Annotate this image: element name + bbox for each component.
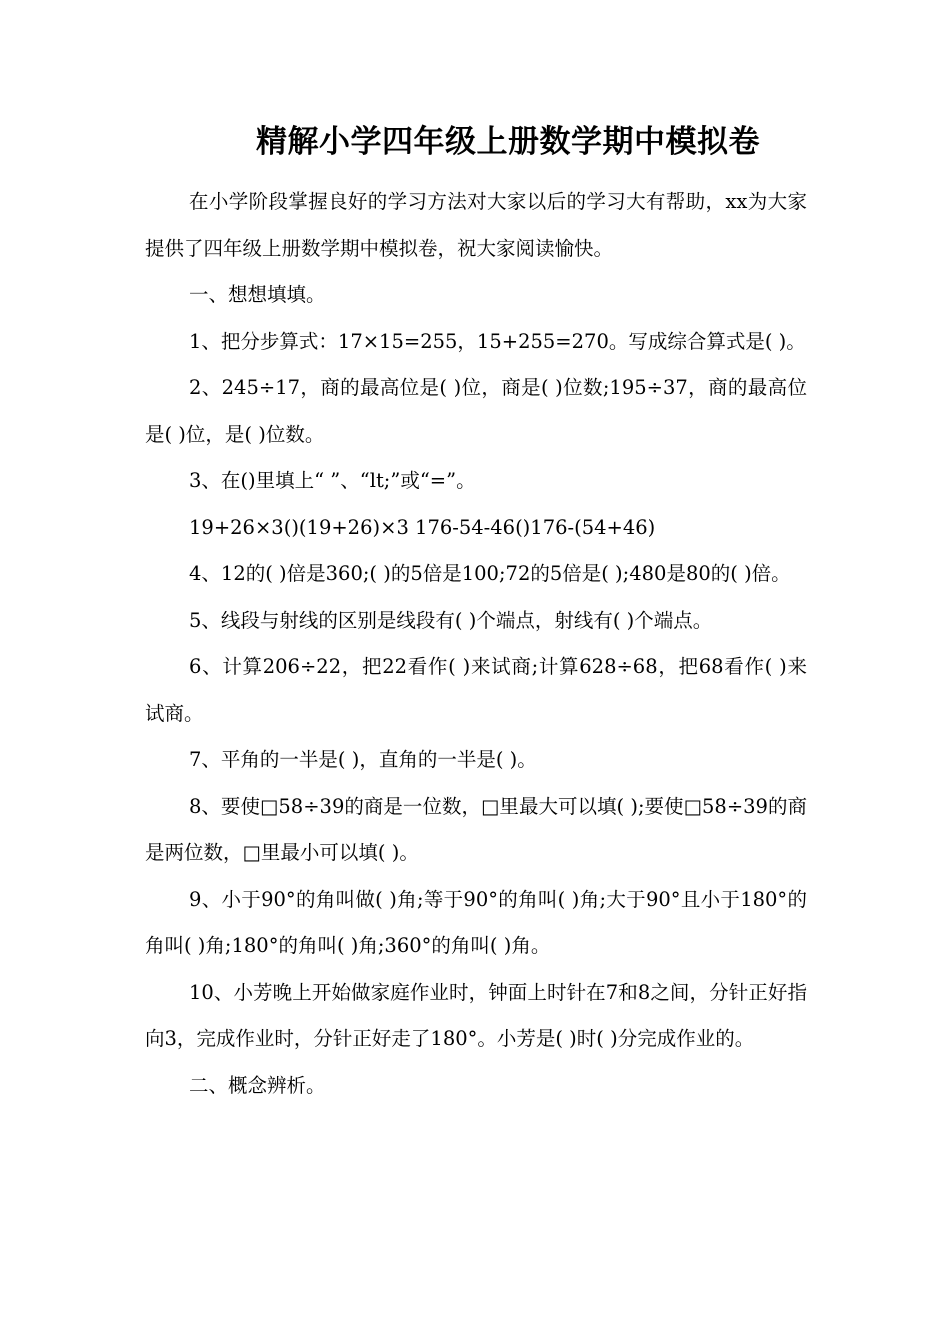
document-body [145, 179, 807, 1109]
intro-paragraph: 在小学阶段掌握良好的学习方法对大家以后的学习大有帮助，xx为大家提供了四年级上册数学期中模拟卷，祝大家阅读愉快。 [145, 190, 807, 260]
question-4: 4、12的( )倍是360;( )的5倍是100;72的5倍是( );480是80的( )倍。 [189, 562, 791, 585]
question-6: 6、计算206÷22，把22看作( )来试商;计算628÷68，把68看作( )来试商。 [145, 655, 807, 725]
page-title: 精解小学四年级上册数学期中模拟卷 [256, 124, 760, 160]
question-9: 9、小于90°的角叫做( )角;等于90°的角叫( )角;大于90°且小于180°的角叫( )角;180°的角叫( )角;360°的角叫( )角。 [145, 887, 807, 957]
question-10: 10、小芳晚上开始做家庭作业时，钟面上时针在7和8之间，分针正好指向3，完成作业时，分针正好走了180°。小芳是( )时( )分完成作业的。 [145, 980, 807, 1050]
question-7: 7、平角的一半是( )，直角的一半是( )。 [189, 748, 537, 771]
question-2: 2、245÷17，商的最高位是( )位，商是( )位数;195÷37，商的最高位是( )位，是( )位数。 [145, 376, 807, 446]
section-heading: 一、想想填填。 [189, 283, 326, 306]
section-heading: 二、概念辨析。 [189, 1073, 326, 1097]
question-1: 1、把分步算式：17×15=255，15+255=270。写成综合算式是( )。 [189, 329, 806, 353]
question-5: 5、线段与射线的区别是线段有( )个端点，射线有( )个端点。 [189, 608, 713, 632]
question-3: 3、在()里填上“ ”、“lt;”或“=”。 [189, 469, 476, 492]
question-3-expressions: 19+26×3()(19+26)×3 176-54-46()176-(54+46) [189, 515, 656, 539]
question-8: 8、要使□58÷39的商是一位数，□里最大可以填( );要使□58÷39的商是两位数，□里最小可以填( )。 [145, 794, 807, 864]
